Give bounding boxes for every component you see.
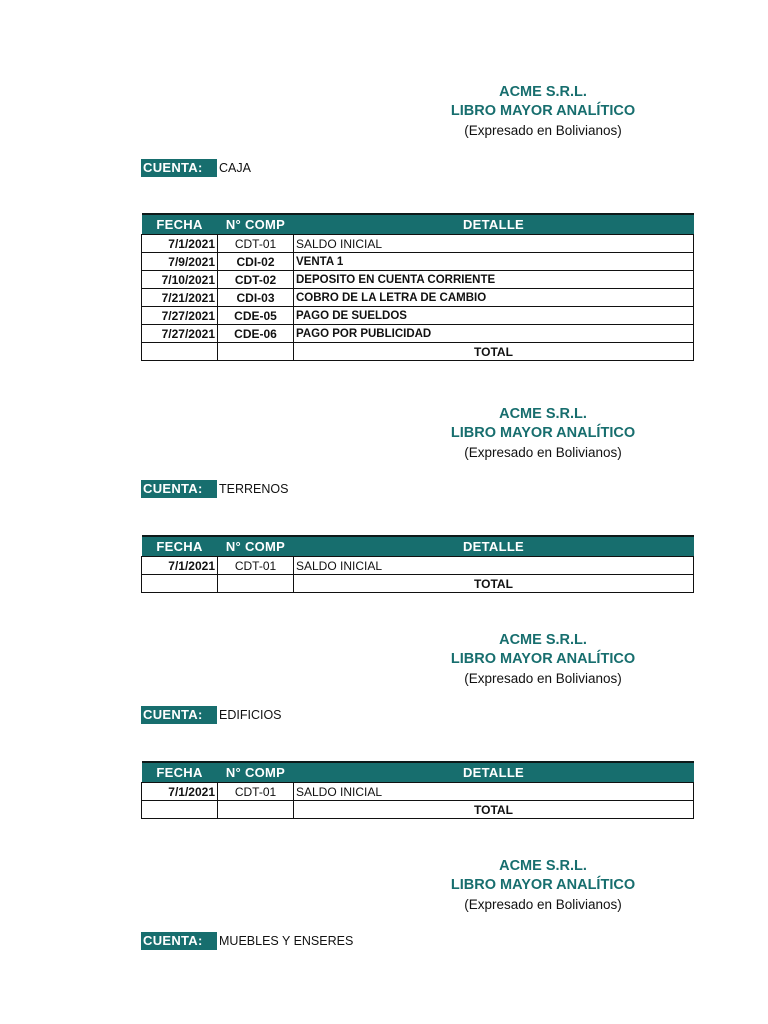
- column-header-detalle: DETALLE: [294, 536, 694, 557]
- account-label: CUENTA:: [141, 159, 217, 177]
- cell-fecha: 7/21/2021: [142, 289, 218, 307]
- column-header-fecha: FECHA: [142, 214, 218, 235]
- cell-detalle: DEPOSITO EN CUENTA CORRIENTE: [294, 271, 694, 289]
- report-subtitle: (Expresado en Bolivianos): [464, 897, 622, 912]
- report-title: LIBRO MAYOR ANALÍTICO: [450, 877, 636, 893]
- report-subtitle: (Expresado en Bolivianos): [464, 671, 622, 686]
- account-label: CUENTA:: [141, 480, 217, 498]
- table-row: [142, 253, 694, 271]
- cell-fecha: 7/10/2021: [142, 271, 218, 289]
- report-header: [393, 83, 693, 140]
- column-header-fecha: FECHA: [142, 762, 218, 783]
- total-row: [142, 575, 694, 593]
- report-subtitle: (Expresado en Bolivianos): [464, 445, 622, 460]
- column-header-comp: N° COMP: [218, 214, 294, 235]
- cell-detalle: COBRO DE LA LETRA DE CAMBIO: [294, 289, 694, 307]
- table-row: [142, 271, 694, 289]
- cell-detalle: PAGO POR PUBLICIDAD: [294, 325, 694, 343]
- cell-empty: [218, 343, 294, 361]
- report-header: [393, 631, 693, 688]
- total-label: TOTAL: [294, 575, 694, 593]
- cell-comp: CDE-06: [218, 325, 294, 343]
- table-header-row: [142, 762, 694, 783]
- table-row: [142, 325, 694, 343]
- account-name: CAJA: [219, 161, 251, 175]
- cell-fecha: 7/9/2021: [142, 253, 218, 271]
- column-header-fecha: FECHA: [142, 536, 218, 557]
- report-header: [393, 405, 693, 462]
- cell-comp: CDI-02: [218, 253, 294, 271]
- cell-detalle: SALDO INICIAL: [294, 557, 694, 575]
- column-header-comp: N° COMP: [218, 762, 294, 783]
- table-header-row: [142, 536, 694, 557]
- account-label: CUENTA:: [141, 706, 217, 724]
- cell-fecha: 7/27/2021: [142, 325, 218, 343]
- account-name: EDIFICIOS: [219, 708, 282, 722]
- account-row: [141, 706, 282, 724]
- cell-detalle: SALDO INICIAL: [294, 783, 694, 801]
- cell-empty: [218, 575, 294, 593]
- company-name: ACME S.R.L.: [499, 858, 587, 874]
- account-label: CUENTA:: [141, 932, 217, 950]
- cell-comp: CDE-05: [218, 307, 294, 325]
- ledger-table: [141, 761, 694, 819]
- cell-empty: [142, 801, 218, 819]
- cell-empty: [218, 801, 294, 819]
- total-row: [142, 343, 694, 361]
- account-name: TERRENOS: [219, 482, 289, 496]
- account-row: [141, 480, 288, 498]
- company-name: ACME S.R.L.: [499, 632, 587, 648]
- table-row: [142, 289, 694, 307]
- cell-comp: CDT-01: [218, 783, 294, 801]
- table-row: [142, 783, 694, 801]
- report-title: LIBRO MAYOR ANALÍTICO: [450, 103, 636, 119]
- report-title: LIBRO MAYOR ANALÍTICO: [450, 651, 636, 667]
- account-name: MUEBLES Y ENSERES: [219, 934, 354, 948]
- table-row: [142, 235, 694, 253]
- column-header-detalle: DETALLE: [294, 762, 694, 783]
- account-row: [141, 159, 251, 177]
- cell-comp: CDT-01: [218, 235, 294, 253]
- cell-fecha: 7/1/2021: [142, 783, 218, 801]
- cell-fecha: 7/27/2021: [142, 307, 218, 325]
- cell-comp: CDI-03: [218, 289, 294, 307]
- cell-fecha: 7/1/2021: [142, 235, 218, 253]
- ledger-table: [141, 213, 694, 361]
- total-label: TOTAL: [294, 343, 694, 361]
- company-name: ACME S.R.L.: [499, 406, 587, 422]
- ledger-table: [141, 535, 694, 593]
- cell-comp: CDT-01: [218, 557, 294, 575]
- table-row: [142, 557, 694, 575]
- cell-detalle: PAGO DE SUELDOS: [294, 307, 694, 325]
- cell-comp: CDT-02: [218, 271, 294, 289]
- cell-fecha: 7/1/2021: [142, 557, 218, 575]
- cell-detalle: SALDO INICIAL: [294, 235, 694, 253]
- column-header-comp: N° COMP: [218, 536, 294, 557]
- company-name: ACME S.R.L.: [499, 84, 587, 100]
- cell-detalle: VENTA 1: [294, 253, 694, 271]
- table-row: [142, 307, 694, 325]
- report-title: LIBRO MAYOR ANALÍTICO: [450, 425, 636, 441]
- table-header-row: [142, 214, 694, 235]
- total-label: TOTAL: [294, 801, 694, 819]
- report-header: [393, 857, 693, 914]
- account-row: [141, 932, 353, 950]
- cell-empty: [142, 575, 218, 593]
- report-subtitle: (Expresado en Bolivianos): [464, 123, 622, 138]
- total-row: [142, 801, 694, 819]
- cell-empty: [142, 343, 218, 361]
- column-header-detalle: DETALLE: [294, 214, 694, 235]
